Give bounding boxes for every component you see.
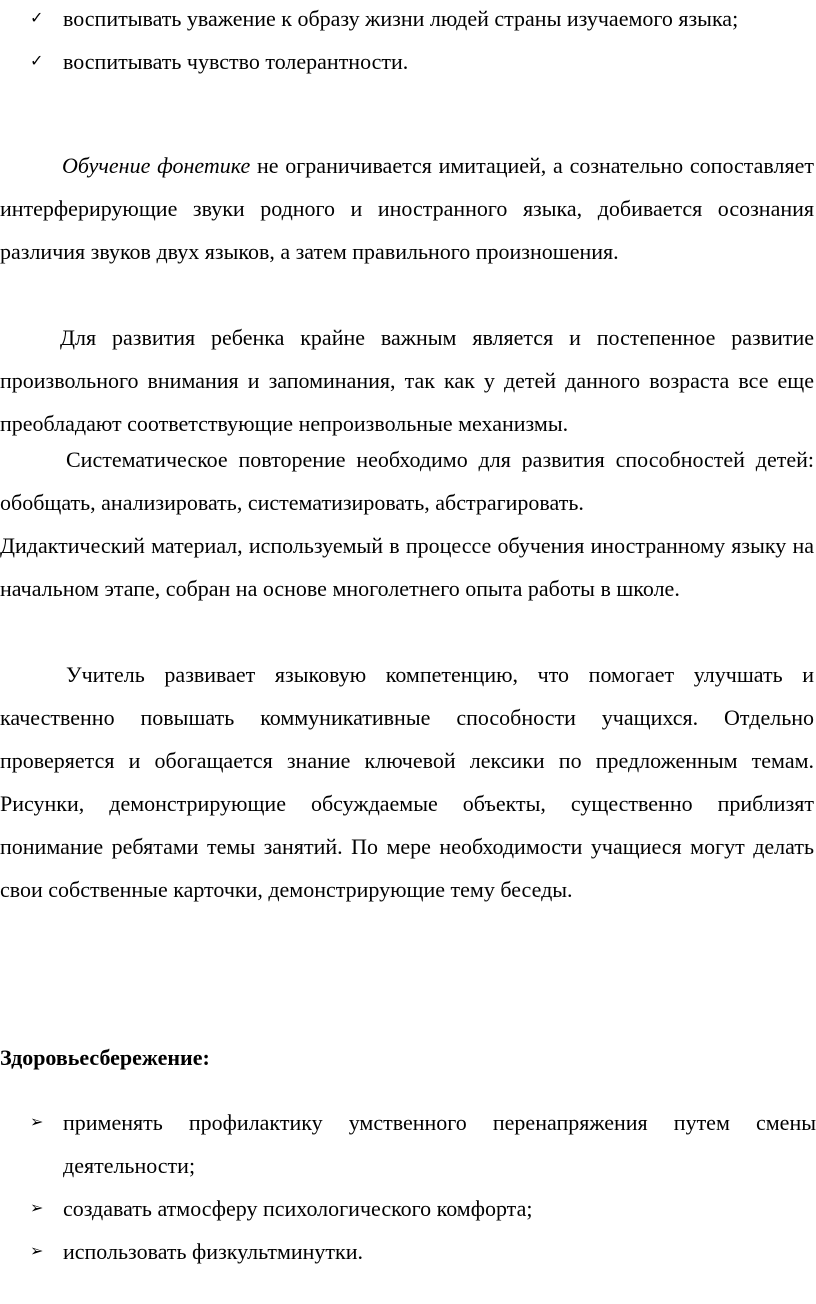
arrowhead-icon: ➢ [30, 1243, 44, 1260]
list-item: ➢ использовать физкультминутки. [0, 1230, 816, 1273]
teacher-paragraph: Учитель развивает языковую компетенцию, что помогает улучшать и качественно повышать коммуникативные способности учащихся. Отдельно проверяется и обогащается знание ключевой лексики по предложенным темам. Рисунки, демонстрирующие обсуждаемые объекты, существенно приблизят понимание ребятами темы занятий. По мере необходимости учащиеся могут делать свои собственные карточки, демонстрирующие тему беседы. [0, 662, 814, 902]
list-item: ✓ воспитывать чувство толерантности. [0, 40, 816, 83]
repetition-paragraph: Систематическое повторение необходимо для развития способностей детей: обобщать, анализировать, систематизировать, абстрагировать. [0, 447, 814, 515]
goals-list [0, 0, 816, 83]
arrowhead-icon: ➢ [30, 1114, 44, 1131]
phonetics-text: не ограничивается имитацией, а сознательно сопоставляет интерферирующие звуки родного и иностранного языка, добивается осознания различия звуков двух языков, а затем правильного произношения. [0, 153, 814, 264]
development-paragraph: Для развития ребенка крайне важным является и постепенное развитие произвольного внимания и запоминания, так как у детей данного возраста все еще преобладают соответствующие непроизвольные механизмы. [0, 325, 814, 436]
list-item: ✓ воспитывать уважение к образу жизни людей страны изучаемого языка; [0, 0, 816, 40]
checkmark-icon: ✓ [30, 10, 44, 27]
list-item: ➢ создавать атмосферу психологического комфорта; [0, 1187, 816, 1230]
list-item: ➢ применять профилактику умственного перенапряжения путем смены деятельности; [0, 1101, 816, 1187]
didactic-paragraph: Дидактический материал, используемый в процессе обучения иностранному языку на начальном этапе, собран на основе многолетнего опыта работы в школе. [0, 533, 814, 601]
checkmark-icon: ✓ [30, 53, 44, 70]
health-heading: Здоровьесбережение: [0, 1045, 210, 1070]
phonetics-lead: Обучение фонетике [62, 153, 251, 178]
arrowhead-icon: ➢ [30, 1200, 44, 1217]
phonetics-paragraph [0, 144, 814, 273]
health-list [0, 1101, 816, 1273]
